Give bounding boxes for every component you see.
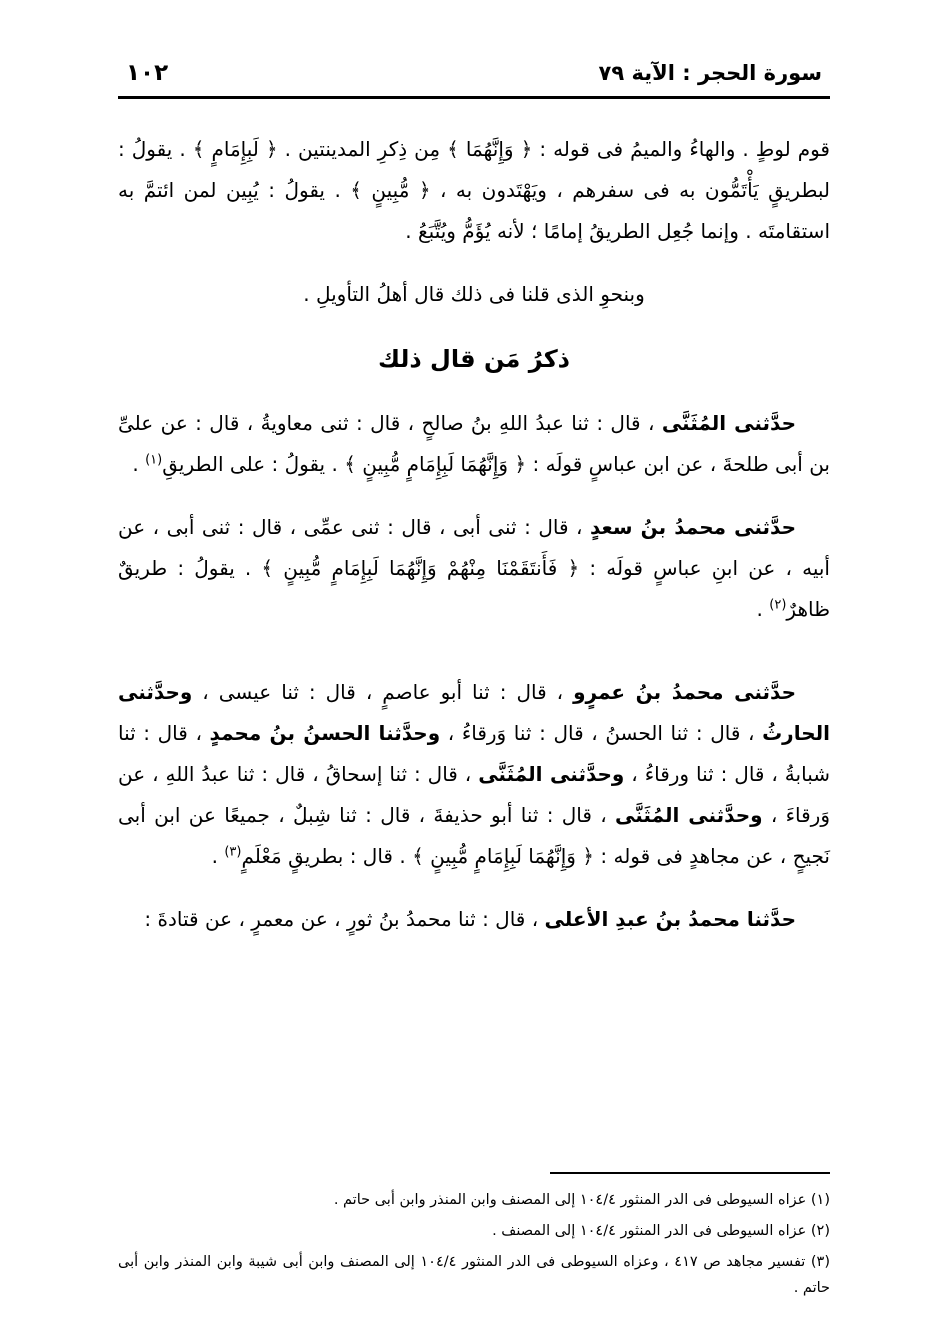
narration-3-text-b: ، قال : ثنا الحسنُ ، قال : ثنا وَرقاءُ ، bbox=[440, 721, 763, 745]
page-header bbox=[118, 60, 830, 92]
page-header-title: سورة الحجر : الآية ٧٩ bbox=[598, 61, 822, 85]
footnotes-section bbox=[118, 1172, 830, 1308]
paragraph-1 bbox=[118, 129, 830, 252]
footnote-marker-3: (٣) bbox=[224, 844, 242, 860]
narration-3-chain-2: وحدَّثنى الحارثُ bbox=[118, 680, 830, 745]
narration-1-chain: حدَّثنى المُثَنَّى bbox=[661, 411, 796, 435]
narration-2-end: . bbox=[756, 597, 770, 621]
narration-4-chain: حدَّثنا محمدُ بنُ عبدِ الأعلى bbox=[544, 907, 796, 931]
narration-3-chain-5: وحدَّثنى المُثَنَّى bbox=[615, 803, 763, 827]
narration-3-chain-3: وحدَّثنا الحسنُ بنُ محمدٍ bbox=[209, 721, 441, 745]
footnote-1: (١) عزاه السيوطى فى الدر المنثور ١٠٤/٤ إلى المصنف وابن المنذر وابن أبى حاتم . bbox=[333, 1191, 830, 1208]
narration-3-text-c: ، قال : ثنا شبابةُ ، قال : ثنا ورقاءُ ، bbox=[118, 721, 830, 786]
footnote-marker-1: (١) bbox=[145, 452, 163, 468]
narration-2-chain: حدَّثنى محمدُ بنُ سعدٍ bbox=[589, 515, 796, 539]
narration-2 bbox=[118, 507, 830, 630]
narration-3-chain-1: حدَّثنى محمدُ بنُ عمرٍو bbox=[573, 680, 796, 704]
narration-1-end: . bbox=[132, 452, 146, 476]
header-divider bbox=[118, 96, 830, 99]
narration-3 bbox=[118, 672, 830, 877]
narration-3-text-d: ، قال : ثنا إسحاقُ ، قال : ثنا عبدُ اللهِ ، عن وَرقاءَ ، bbox=[118, 762, 830, 827]
paragraph-spacer bbox=[118, 652, 830, 672]
narration-3-end: . bbox=[211, 844, 225, 868]
narration-1 bbox=[118, 403, 830, 485]
narration-2-text: ، قال : ثنى أبى ، قال : ثنى عمِّى ، قال : ثنى أبى ، عن أبيه ، عن ابنِ عباسٍ قولَه : ﴿ فَأَنتَقَمْنَا مِنْهُمْ وَإِنَّهُمَا لَبِإِمَامٍ مُّبِينٍ ﴾ . يقولُ : طريقٌ ظاهرٌ bbox=[118, 515, 830, 621]
narration-3-chain-4: وحدَّثنى المُثَنَّى bbox=[478, 762, 625, 786]
paragraph-2 bbox=[118, 274, 830, 315]
paragraph-2-text: وبنحوِ الذى قلنا فى ذلك قال أهلُ التأويلِ . bbox=[303, 282, 645, 306]
footnote-3: (٣) تفسير مجاهد ص ٤١٧ ، وعزاه السيوطى فى الدر المنثور ١٠٤/٤ إلى المصنف وابن أبى شيبة وابن المنذر وابن أبى حاتم . bbox=[118, 1254, 830, 1296]
footnote-divider bbox=[550, 1172, 830, 1174]
section-heading: ذكرُ مَن قال ذلك bbox=[378, 345, 570, 373]
narration-4-text: ، قال : ثنا محمدُ بنُ ثورٍ ، عن معمرٍ ، عن قتادةَ : bbox=[144, 907, 545, 931]
narration-1-text: ، قال : ثنا عبدُ اللهِ بنُ صالحٍ ، قال : ثنى معاويةُ ، قال : عن علىِّ بن أبى طلحةَ ، عن ابن عباسٍ قولَه : ﴿ وَإِنَّهُمَا لَبِإِمَامٍ مُّبِينٍ ﴾ . يقولُ : على الطريقِ bbox=[118, 411, 830, 476]
narration-3-text-e: ، قال : ثنا أبو حذيفةَ ، قال : ثنا شِبلٌ ، جميعًا عن ابن أبى نَجيحٍ ، عن مجاهدٍ فى قوله : ﴿ وَإِنَّهُمَا لَبِإِمَامٍ مُّبِينٍ ﴾ . قال : بطريقٍ مَعْلَمٍ bbox=[118, 803, 830, 868]
paragraph-1-text: قوم لوطٍ . والهاءُ والميمُ فى قوله : ﴿ وَإِنَّهُمَا ﴾ مِن ذِكرِ المدينتين . ﴿ لَبِإِمَامٍ ﴾ . يقولُ : لبطريقٍ يَأْتَمُّون به فى سفرهم ، ويَهْتَدون به ، ﴿ مُّبِينٍ ﴾ . يقولُ : يُبِين لمن ائتمَّ به استقامتَه . وإنما جُعِل الطريقُ إمامًا ؛ لأنه يُؤَمُّ ويُتَّبَعُ . bbox=[118, 137, 830, 243]
page-number: ١٠٢ bbox=[126, 60, 169, 86]
narration-3-text-a: ، قال : ثنا أبو عاصمٍ ، قال : ثنا عيسى ، bbox=[192, 680, 574, 704]
narration-4 bbox=[118, 899, 830, 940]
footnote-marker-2: (٢) bbox=[769, 597, 787, 613]
footnote-2: (٢) عزاه السيوطى فى الدر المنثور ١٠٤/٤ إلى المصنف . bbox=[492, 1222, 830, 1239]
